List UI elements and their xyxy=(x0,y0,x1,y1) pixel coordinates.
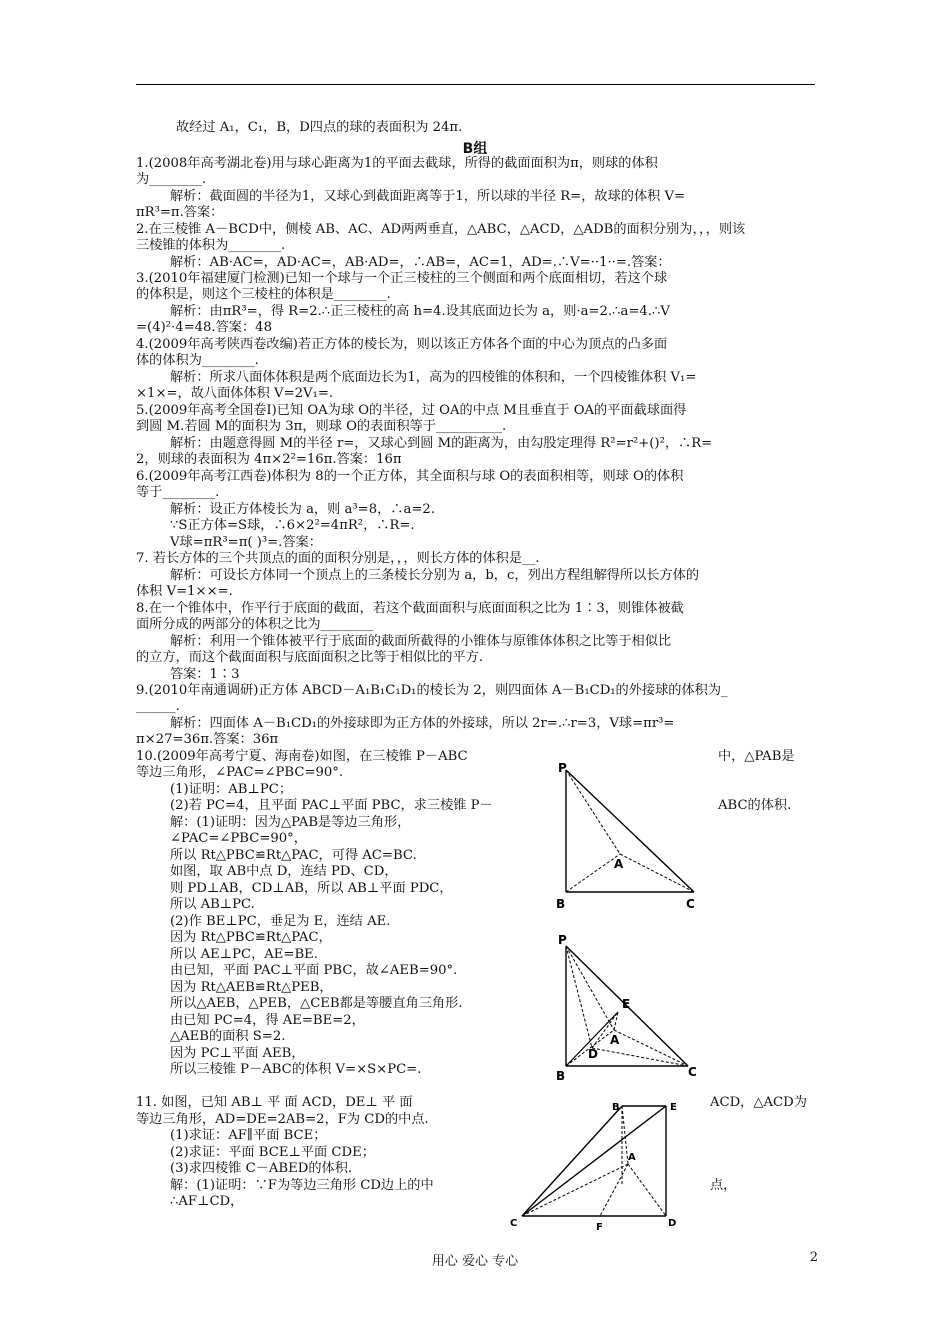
text-line: (2)若 PC=4，且平面 PAC⊥平面 PBC，求三棱锥 P－ xyxy=(170,798,493,813)
text-line: 10.(2009年高考宁夏、海南卷)如图，在三棱锥 P－ABC xyxy=(136,749,468,764)
text-line: 由已知 PC=4，得 AE=BE=2， xyxy=(170,1013,365,1028)
text-line: ACD，△ACD为 xyxy=(710,1095,807,1110)
fig2-label-b: B xyxy=(556,1069,566,1080)
text-line: 所以△AEB，△PEB，△CEB都是等腰直角三角形. xyxy=(170,996,463,1011)
text-line: (2)求证：平面 BCE⊥平面 CDE； xyxy=(170,1145,375,1160)
text-line: 解析：四面体 A－B₁CD₁的外接球即为正方体的外接球，所以 2r=.∴r=3，V球=πr³= xyxy=(170,716,675,731)
fig3-label-a: A xyxy=(628,1152,636,1163)
fig1-label-c: C xyxy=(686,897,695,910)
section-title: B组 xyxy=(462,141,488,157)
text-line: 8.在一个锥体中，作平行于底面的截面，若这个截面面积与底面面积之比为 1∶3，则锥体被截 xyxy=(136,601,684,616)
text-line: 解：(1)证明：因为△PAB是等边三角形， xyxy=(170,815,411,830)
text-line: △AEB的面积 S=2. xyxy=(170,1029,286,1044)
text-line: 1.(2008年高考湖北卷)用与球心距离为1的平面去截球，所得的截面面积为π，则球的体积 xyxy=(136,156,658,171)
text-line: 解析：可设长方体同一个顶点上的三条棱长分别为 a，b，c，列出方程组解得所以长方体的 xyxy=(170,568,700,583)
text-line: ______. xyxy=(136,699,180,714)
fig2-label-c: C xyxy=(688,1065,697,1079)
text-line: 因为 Rt△PBC≌Rt△PAC， xyxy=(170,930,332,945)
fig3-label-f: F xyxy=(596,1222,603,1233)
text-line: 9.(2010年南通调研)正方体 ABCD－A₁B₁C₁D₁的棱长为 2，则四面体 A－B₁CD₁的外接球的体积为_ xyxy=(136,683,728,698)
text-line: 因为 Rt△AEB≌Rt△PEB， xyxy=(170,980,333,995)
text-line: 三棱锥的体积为________. xyxy=(136,238,286,253)
text-line: 面所分成的两部分的体积之比为________ xyxy=(136,617,374,632)
text-line: 由已知，平面 PAC⊥平面 PBC，故∠AEB=90°. xyxy=(170,963,458,978)
text-line: (1)求证：AF∥平面 BCE； xyxy=(170,1128,327,1143)
fig3-label-d: D xyxy=(668,1218,677,1229)
text-line: (1)证明：AB⊥PC； xyxy=(170,782,293,797)
header-rule xyxy=(136,84,815,85)
text-line: 所以 AB⊥PC. xyxy=(170,897,255,912)
text-line: V球=πR³=π( )³=.答案： xyxy=(170,535,322,550)
text-line: 到圆 M.若圆 M的面积为 3π，则球 O的表面积等于__________. xyxy=(136,419,507,434)
text-line: ×1×=，故八面体体积 V=2V₁=. xyxy=(136,386,334,401)
page-footer: 用心 爱心 专心 xyxy=(431,1254,519,1269)
text-line: 为________. xyxy=(136,172,207,187)
page-number: 2 xyxy=(809,1250,818,1265)
text-line: 4.(2009年高考陕西卷改编)若正方体的棱长为，则以该正方体各个面的中心为顶点的凸多面 xyxy=(136,337,668,352)
text-line: 答案：1∶3 xyxy=(170,667,240,682)
text-line: 体积 V=1××=. xyxy=(136,584,233,599)
text-line: 解析：截面圆的半径为1，又球心到截面距离等于1，所以球的半径 R=，故球的体积 V= xyxy=(170,189,686,204)
figure-tetrahedron-1 xyxy=(556,760,706,910)
text-line: 解：(1)证明：∵F为等边三角形 CD边上的中 xyxy=(170,1178,434,1193)
fig3-label-b: B xyxy=(612,1102,620,1113)
figure-tetrahedron-2 xyxy=(556,930,706,1080)
text-line: 的体积是，则这个三棱柱的体积是________. xyxy=(136,287,391,302)
text-line: 中，△PAB是 xyxy=(718,749,795,764)
text-line: 3.(2010年福建厦门检测)已知一个球与一个正三棱柱的三个侧面和两个底面相切，若这个球 xyxy=(136,271,668,286)
fig2-label-e: E xyxy=(622,997,631,1011)
fig1-label-p: P xyxy=(558,761,567,775)
figure-pyramid-11 xyxy=(510,1098,690,1234)
text-line: 解析：由题意得圆 M的半径 r=，又球心到圆 M的距离为，由勾股定理得 R²=r²+()²，∴R= xyxy=(170,436,713,451)
text-line: 11. 如图，已知 AB⊥ 平 面 ACD，DE⊥ 平 面 xyxy=(136,1095,413,1110)
text-line: 等边三角形，AD=DE=2AB=2，F为 CD的中点. xyxy=(136,1112,429,1127)
text-line: 解析：由πR³=，得 R=2.∴正三棱柱的高 h=4.设其底面边长为 a，则·a=2.∴a=4.∴V xyxy=(170,304,670,319)
text-line: 点， xyxy=(710,1178,737,1193)
text-line: ∴AF⊥CD， xyxy=(170,1194,244,1209)
text-line: 因为 PC⊥平面 AEB， xyxy=(170,1046,305,1061)
text-line: ABC的体积. xyxy=(718,798,792,813)
fig1-label-b: B xyxy=(556,897,566,910)
text-line: 等于________. xyxy=(136,485,220,500)
text-line: 等边三角形，∠PAC=∠PBC=90°. xyxy=(136,765,344,780)
text-line: πR³=π.答案： xyxy=(136,205,224,220)
text-line: ∵S正方体=S球，∴6×2²=4πR²，∴R=. xyxy=(170,518,415,533)
text-line: (2)作 BE⊥PC，垂足为 E，连结 AE. xyxy=(170,914,391,929)
text-line: 故经过 A₁，C₁，B，D四点的球的表面积为 24π. xyxy=(176,120,463,135)
text-line: ∠PAC=∠PBC=90°， xyxy=(170,831,307,846)
fig2-label-d: D xyxy=(588,1047,598,1061)
fig2-label-a: A xyxy=(610,1033,620,1047)
fig1-label-a: A xyxy=(614,857,624,871)
text-line: (3)求四棱锥 C－ABED的体积. xyxy=(170,1161,353,1176)
text-line: 则 PD⊥AB，CD⊥AB，所以 AB⊥平面 PDC， xyxy=(170,881,453,896)
text-line: 解析：利用一个锥体被平行于底面的截面所截得的小锥体与原锥体体积之比等于相似比 xyxy=(170,634,672,649)
fig3-label-c: C xyxy=(510,1218,518,1229)
text-line: π×27=36π.答案：36π xyxy=(136,732,279,747)
text-line: 所以三棱锥 P－ABC的体积 V=×S×PC=. xyxy=(170,1062,422,1077)
text-line: 解析：AB·AC=，AD·AC=，AB·AD=，∴AB=，AC=1，AD=.∴V=··1··=.答案： xyxy=(170,255,671,270)
text-line: 的立方，而这个截面面积与底面面积之比等于相似比的平方. xyxy=(136,650,484,665)
text-line: =(4)²·4=48.答案：48 xyxy=(136,320,272,335)
text-line: 7. 若长方体的三个共顶点的面的面积分别是，，，则长方体的体积是__. xyxy=(136,551,540,566)
fig3-label-e: E xyxy=(670,1102,677,1113)
text-line: 6.(2009年高考江西卷)体积为 8的一个正方体，其全面积与球 O的表面积相等，则球 O的体积 xyxy=(136,469,684,484)
text-line: 所以 AE⊥PC，AE=BE. xyxy=(170,947,318,962)
text-line: 解析：所求八面体体积是两个底面边长为1，高为的四棱锥的体积和，一个四棱锥体积 V₁= xyxy=(170,370,697,385)
text-line: 5.(2009年高考全国卷Ⅰ)已知 OA为球 O的半径，过 OA的中点 M且垂直于 OA的平面截球面得 xyxy=(136,403,687,418)
text-line: 体的体积为________. xyxy=(136,353,259,368)
text-line: 2，则球的表面积为 4π×2²=16π.答案：16π xyxy=(136,452,402,467)
fig2-label-p: P xyxy=(558,933,567,947)
text-line: 所以 Rt△PBC≌Rt△PAC，可得 AC=BC. xyxy=(170,848,417,863)
text-line: 如图，取 AB中点 D，连结 PD、CD， xyxy=(170,864,398,879)
text-line: 解析：设正方体棱长为 a，则 a³=8，∴a=2. xyxy=(170,502,435,517)
text-line: 2.在三棱锥 A－BCD中，侧棱 AB、AC、AD两两垂直，△ABC，△ACD，△ADB的面积分别为，，，则该 xyxy=(136,222,746,237)
